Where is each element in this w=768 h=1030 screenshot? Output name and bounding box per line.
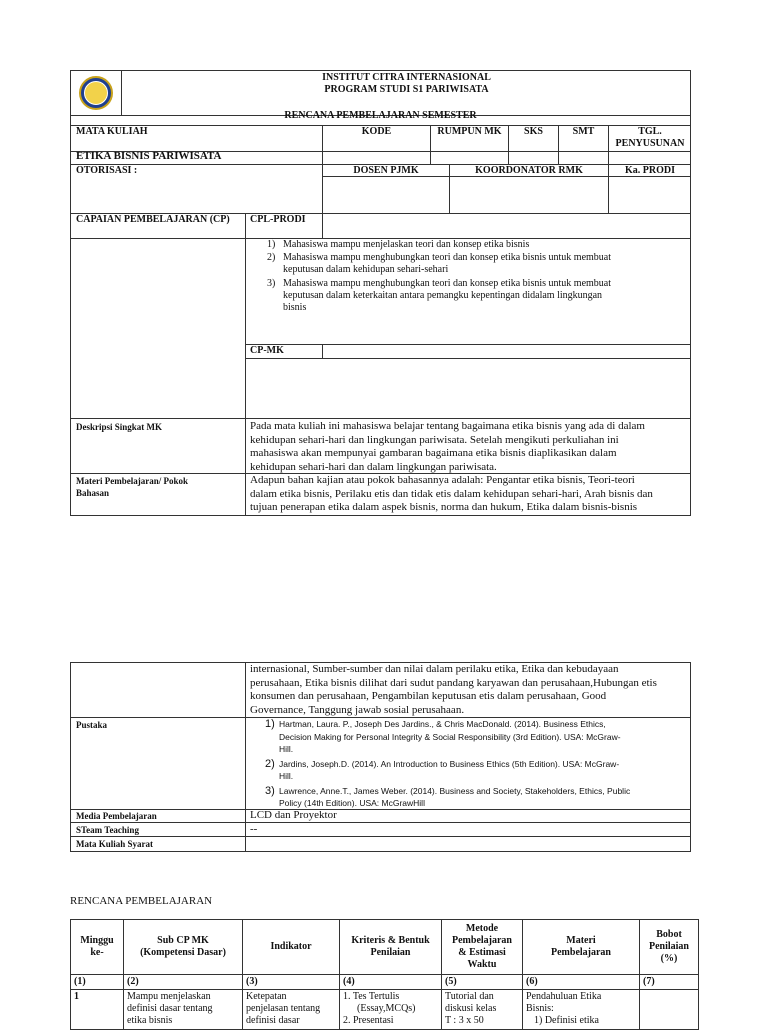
label-deskripsi: Deskripsi Singkat MK xyxy=(76,422,163,432)
materi-text-cont: internasional, Sumber-sumber dan nilai dalam perilaku etika, Etika dan kebudayaan perusahaan, Etika bisnis dilihat dari sudut pandang karyawan dan perusahaan,Hubungan etis konsumen dan perusahaan, Pengambilan keputusan etis dalam perusahaan, Good Governance, Tanggung jawab sosial perusahaan. xyxy=(250,663,657,716)
label-team-teaching: STeam Teaching xyxy=(76,825,139,835)
deskripsi-text: Pada mata kuliah ini mahasiswa belajar tentang bagaimana etika bisnis yang ada di dalam kehidupan sehari-hari dan lingkungan pariwisata. Setelah mengikuti perkuliahan ini mahasiswa akan mempunyai gambaran bagaimana etika bisnis diaplikasikan dalam kehidupan sehari-hari dan dalam lingkungan pariwisata. xyxy=(250,420,645,473)
table-number-row: (1) (2) (3) (4) (5) (6) (7) xyxy=(71,975,699,990)
pustaka-item: 2) Jardins, Joseph.D. (2014). An Introduction to Business Ethics (5th Edition). USA: McGraw- Hill. xyxy=(265,757,620,781)
label-mk-syarat: Mata Kuliah Syarat xyxy=(76,839,154,849)
program-name: PROGRAM STUDI S1 PARIWISATA xyxy=(324,84,489,95)
label-ka-prodi: Ka. PRODI xyxy=(625,165,675,176)
label-dosen-pjmk: DOSEN PJMK xyxy=(353,165,419,176)
rencana-table xyxy=(70,919,699,1030)
cpl-item: 1) Mahasiswa mampu menjelaskan teori dan konsep etika bisnis xyxy=(267,239,530,250)
header-minggu: Minggu ke- xyxy=(71,920,124,975)
header-indikator: Indikator xyxy=(243,920,340,975)
rencana-title: RENCANA PEMBELAJARAN xyxy=(70,895,213,907)
label-mata-kuliah: MATA KULIAH xyxy=(76,126,148,137)
label-capaian-pembelajaran: CAPAIAN PEMBELAJARAN (CP) xyxy=(76,214,230,225)
label-cp-mk: CP-MK xyxy=(250,345,284,356)
label-sks: SKS xyxy=(524,126,543,137)
institution-name: INSTITUT CITRA INTERNASIONAL xyxy=(322,72,491,83)
media-value: LCD dan Proyektor xyxy=(250,809,337,821)
cpl-item: 2) Mahasiswa mampu menghubungkan teori dan konsep etika bisnis untuk membuat keputusan dalam kehidupan sehari-sehari xyxy=(267,252,611,275)
label-rumpun-mk: RUMPUN MK xyxy=(437,126,502,137)
team-value: -- xyxy=(250,823,258,835)
table-row: 1 Mampu menjelaskan definisi dasar tentang etika bisnis Ketepatan penjelasan tentang definisi dasar 1. Tes Tertulis (Essay,MCQs) 2. Presentasi Tutorial dan diskusi kelas T : 3 x 50 Pendahuluan Etika Bisnis: 1) Definisi etika xyxy=(71,990,699,1030)
header-bobot: Bobot Penilaian (%) xyxy=(640,920,699,975)
header-kriteria: Kriteris & Bentuk Penilaian xyxy=(340,920,442,975)
label-penyusunan: PENYUSUNAN xyxy=(615,138,685,149)
label-cpl-prodi: CPL-PRODI xyxy=(250,214,306,225)
label-otorisasi: OTORISASI : xyxy=(76,165,138,176)
cpl-item: 3) Mahasiswa mampu menghubungkan teori dan konsep etika bisnis untuk membuat keputusan dalam keterkaitan antara pemangku kepentingan didalam lingkungan bisnis xyxy=(267,278,611,313)
materi-text: Adapun bahan kajian atau pokok bahasannya adalah: Pengantar etika bisnis, Teori-teori dalam etika bisnis, Perilaku etis dan tidak etis dalam kehidupan sehari-hari, Arah bisnis dan tujuan penerapan etika dalam aspek bisnis, norma dan hukum, Etika dalam bisnis-bisnis xyxy=(250,474,653,513)
label-kode: KODE xyxy=(361,126,392,137)
pustaka-item: 3) Lawrence, Anne.T., James Weber. (2014). Business and Society, Stakeholders, Ethics, Public Policy (14th Edition). USA: McGrawHill xyxy=(265,784,631,808)
doc-title: RENCANA PEMBELAJARAN SEMESTER xyxy=(284,110,477,121)
institution-logo-icon xyxy=(79,76,113,110)
label-pustaka: Pustaka xyxy=(76,720,108,730)
label-tgl: TGL. xyxy=(638,126,662,137)
course-name: ETIKA BISNIS PARIWISATA xyxy=(76,150,222,162)
header-sub-cp: Sub CP MK (Kompetensi Dasar) xyxy=(124,920,243,975)
header-metode: Metode Pembelajaran & Estimasi Waktu xyxy=(442,920,523,975)
table-header-row xyxy=(71,920,699,975)
pustaka-item: 1) Hartman, Laura. P., Joseph Des Jardins., & Chris MacDonald. (2014). Business Ethics, Decision Making for Personal Integrity & Social Responsibility (3rd Edition). USA: McGraw- Hill. xyxy=(265,718,621,754)
pustaka-list xyxy=(245,718,691,810)
label-media: Media Pembelajaran xyxy=(76,811,157,821)
label-smt: SMT xyxy=(572,126,595,137)
label-koordinator-rmk: KOORDONATOR RMK xyxy=(475,165,583,176)
label-materi: Materi Pembelajaran/ Pokok Bahasan xyxy=(76,476,188,498)
header-materi: Materi Pembelajaran xyxy=(523,920,640,975)
cpl-list xyxy=(245,239,691,314)
